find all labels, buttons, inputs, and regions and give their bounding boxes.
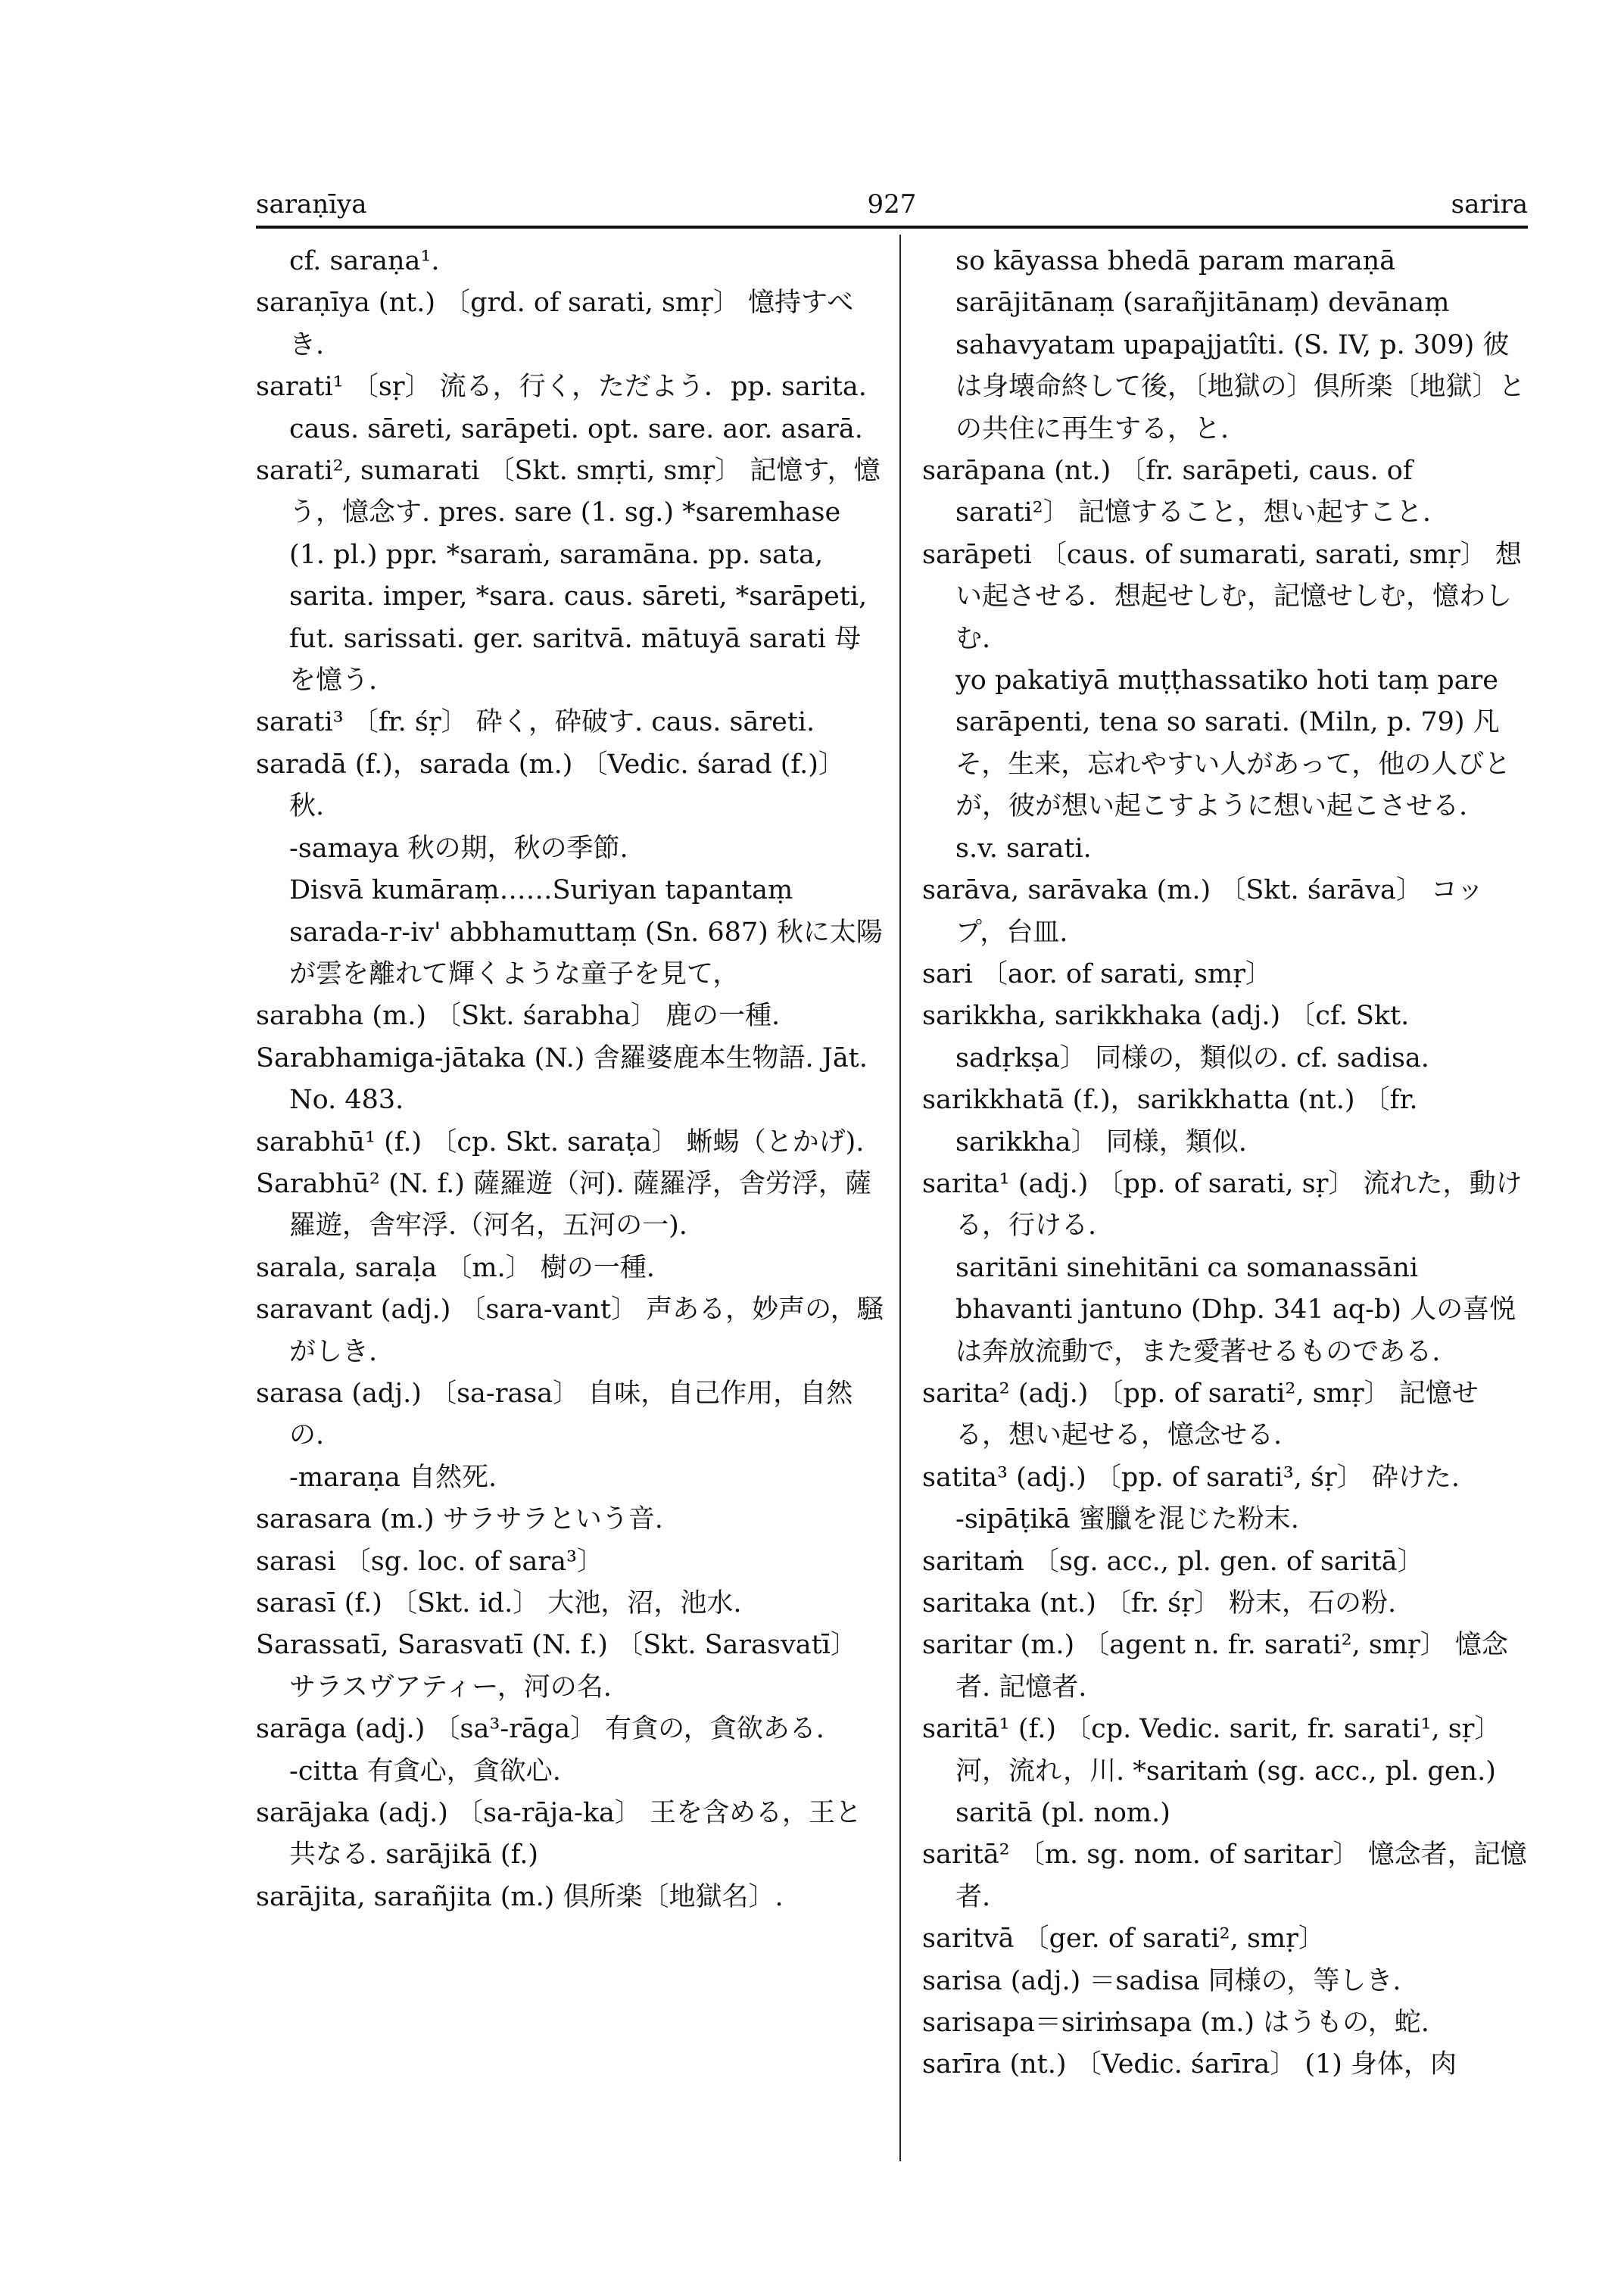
dictionary-entry: sarasa (adj.) 〔sa-rasa〕 自味，自己作用，自然の. — [256, 1378, 853, 1451]
dictionary-entry: Sarabhū² (N. f.) 薩羅遊（河). 薩羅浮，舎労浮，薩羅遊，舎牢浮.（河名，五河の一). — [256, 1168, 871, 1242]
page-number: 927 — [867, 189, 917, 220]
dictionary-entry: sarasī (f.) 〔Skt. id.〕 大池，沼，池水. — [256, 1588, 742, 1618]
entry-subline: s.v. sarati. — [955, 833, 1092, 864]
entry-subline: cf. saraṇa¹. — [289, 246, 440, 276]
dictionary-entry: sarāga (adj.) 〔sa³-rāga〕 有貪の，貪欲ある. — [256, 1714, 824, 1745]
left-column — [256, 241, 884, 1918]
dictionary-entry: saritaka (nt.) 〔fr. śṛ〕 粉末，石の粉. — [922, 1588, 1397, 1618]
entry-subline: so kāyassa bhedā param maraṇā sarājitānaṃ (sarañjitānaṃ) devānaṃ sahavyatam upapajjatîti. (S. IV, p. 309) 彼は身壊命終して後，〔地獄の〕倶所楽〔地獄〕との共住に再生する，と. — [955, 246, 1526, 444]
dictionary-entry: sarati³ 〔fr. śṛ〕 砕く，砕破す. caus. sāreti. — [256, 707, 815, 738]
dictionary-entry: sarabha (m.) 〔Skt. śarabha〕 鹿の一種. — [256, 1001, 781, 1032]
entry-subline: Disvā kumāraṃ……Suriyan tapantaṃ sarada-r-iv' abbhamuttaṃ (Sn. 687) 秋に太陽が雲を離れて輝くような童子を見て， — [289, 875, 883, 989]
dictionary-entry: sarisapa＝siriṁsapa (m.) はうもの，蛇. — [922, 2008, 1429, 2039]
column-divider — [899, 235, 901, 2161]
entry-subline: yo pakatiyā muṭṭhassatiko hoti taṃ pare sarāpenti, tena so sarati. (Miln, p. 79) 凡そ，生来，忘れやすい人があって，他の人びとが，彼が想い起こすように想い起こさせる. — [955, 665, 1511, 822]
dictionary-entry: sarita² (adj.) 〔pp. of sarati², smṛ〕 記憶せる，想い起せる，憶念せる. — [922, 1378, 1479, 1451]
dictionary-entry: sari 〔aor. of sarati, smṛ〕 — [922, 958, 1272, 989]
dictionary-entry: sarisa (adj.) ＝sadisa 同様の，等しき. — [922, 1965, 1401, 1996]
dictionary-entry: saravant (adj.) 〔sara-vant〕 声ある，妙声の，騒がしき. — [256, 1294, 884, 1367]
dictionary-entry: sarikkhatā (f.)，sarikkhatta (nt.) 〔fr. sarikkha〕 同様，類似. — [922, 1085, 1418, 1157]
entry-subline: -sipāṭikā 蜜臘を混じた粉末. — [955, 1504, 1299, 1535]
header-left-guide-word: saraṇīya — [256, 189, 367, 220]
dictionary-entry: saritaṁ 〔sg. acc., pl. gen. of saritā〕 — [922, 1546, 1424, 1577]
dictionary-entry: saritvā 〔ger. of sarati², smṛ〕 — [922, 1924, 1325, 1955]
entry-subline: -samaya 秋の期，秋の季節. — [289, 833, 628, 864]
right-column — [922, 241, 1528, 2086]
dictionary-entry: saritar (m.) 〔agent n. fr. sarati², smṛ〕 憶念者. 記憶者. — [922, 1630, 1508, 1703]
dictionary-entry: saritā² 〔m. sg. nom. of saritar〕 憶念者，記憶者. — [922, 1840, 1527, 1912]
dictionary-entry: saradā (f.)，sarada (m.) 〔Vedic. śarad (f.)〕 秋. — [256, 749, 845, 822]
dictionary-entry: sarāva, sarāvaka (m.) 〔Skt. śarāva〕 コップ，台皿. — [922, 875, 1484, 948]
dictionary-entry: sarājita, sarañjita (m.) 倶所楽〔地獄名〕. — [256, 1881, 784, 1912]
dictionary-entry: sarati², sumarati 〔Skt. smṛti, smṛ〕 記憶す，憶う，憶念す. pres. sare (1. sg.) *saremhase (1. pl.) ppr. *saraṁ, saramāna. pp. sata, sarita. imper, *sara. caus. sāreti, *sarāpeti, fut. sarissati. ger. saritvā. mātuyā sarati 母を憶う. — [256, 456, 881, 696]
dictionary-entry: sarala, saraḷa 〔m.〕 樹の一種. — [256, 1252, 655, 1283]
dictionary-entry: sarāpana (nt.) 〔fr. sarāpeti, caus. of sarati²〕 記憶すること，想い起すこと. — [922, 456, 1431, 528]
header-rule — [256, 226, 1528, 229]
dictionary-entry: sarati¹ 〔sṛ〕 流る，行く，ただよう．pp. sarita. caus. sāreti, sarāpeti. opt. sare. aor. asarā. — [256, 372, 867, 444]
header-right-guide-word: sarira — [1451, 189, 1528, 220]
dictionary-entry: sarita¹ (adj.) 〔pp. of sarati, sṛ〕 流れた，動ける，行ける. — [922, 1168, 1523, 1242]
entry-subline: -citta 有貪心，貪欲心. — [289, 1756, 561, 1787]
dictionary-entry: sarīra (nt.) 〔Vedic. śarīra〕 (1) 身体，肉 — [922, 2049, 1457, 2080]
entry-subline: -maraṇa 自然死. — [289, 1462, 497, 1493]
dictionary-entry: saritā¹ (f.) 〔cp. Vedic. sarit, fr. sarati¹, sṛ〕 河，流れ，川. *saritaṁ (sg. acc., pl. gen.) saritā (pl. nom.) — [922, 1714, 1501, 1829]
dictionary-entry: sarabhū¹ (f.) 〔cp. Skt. saraṭa〕 蜥蜴（とかげ). — [256, 1126, 865, 1157]
entry-subline: saritāni sinehitāni ca somanassāni bhavanti jantuno (Dhp. 341 aq-b) 人の喜悦は奔放流動で，また愛著せるものである. — [955, 1252, 1516, 1367]
dictionary-entry: Sarabhamiga-jātaka (N.) 舎羅婆鹿本生物語. Jāt. No. 483. — [256, 1042, 868, 1116]
dictionary-entry: sarasi 〔sg. loc. of sara³〕 — [256, 1546, 604, 1577]
dictionary-entry: sarājaka (adj.) 〔sa-rāja-ka〕 王を含める，王と共なる. sarājikā (f.) — [256, 1798, 862, 1871]
page-header — [256, 188, 1528, 221]
dictionary-entry: satita³ (adj.) 〔pp. of sarati³, śṛ〕 砕けた. — [922, 1462, 1460, 1493]
dictionary-entry: Sarassatī, Sarasvatī (N. f.) 〔Skt. Sarasvatī〕 サラスヴアティー，河の名. — [256, 1630, 857, 1703]
dictionary-entry: sarasara (m.) サラサラという音. — [256, 1504, 663, 1535]
dictionary-entry: saraṇīya (nt.) 〔grd. of sarati, smṛ〕 憶持すべき. — [256, 288, 854, 360]
dictionary-entry: sarāpeti 〔caus. of sumarati, sarati, smṛ〕 想い起させる．想起せしむ，記憶せしむ，憶わしむ. — [922, 539, 1522, 654]
dictionary-entry: sarikkha, sarikkhaka (adj.) 〔cf. Skt. sadṛkṣa〕 同様の，類似の. cf. sadisa. — [922, 1001, 1429, 1073]
